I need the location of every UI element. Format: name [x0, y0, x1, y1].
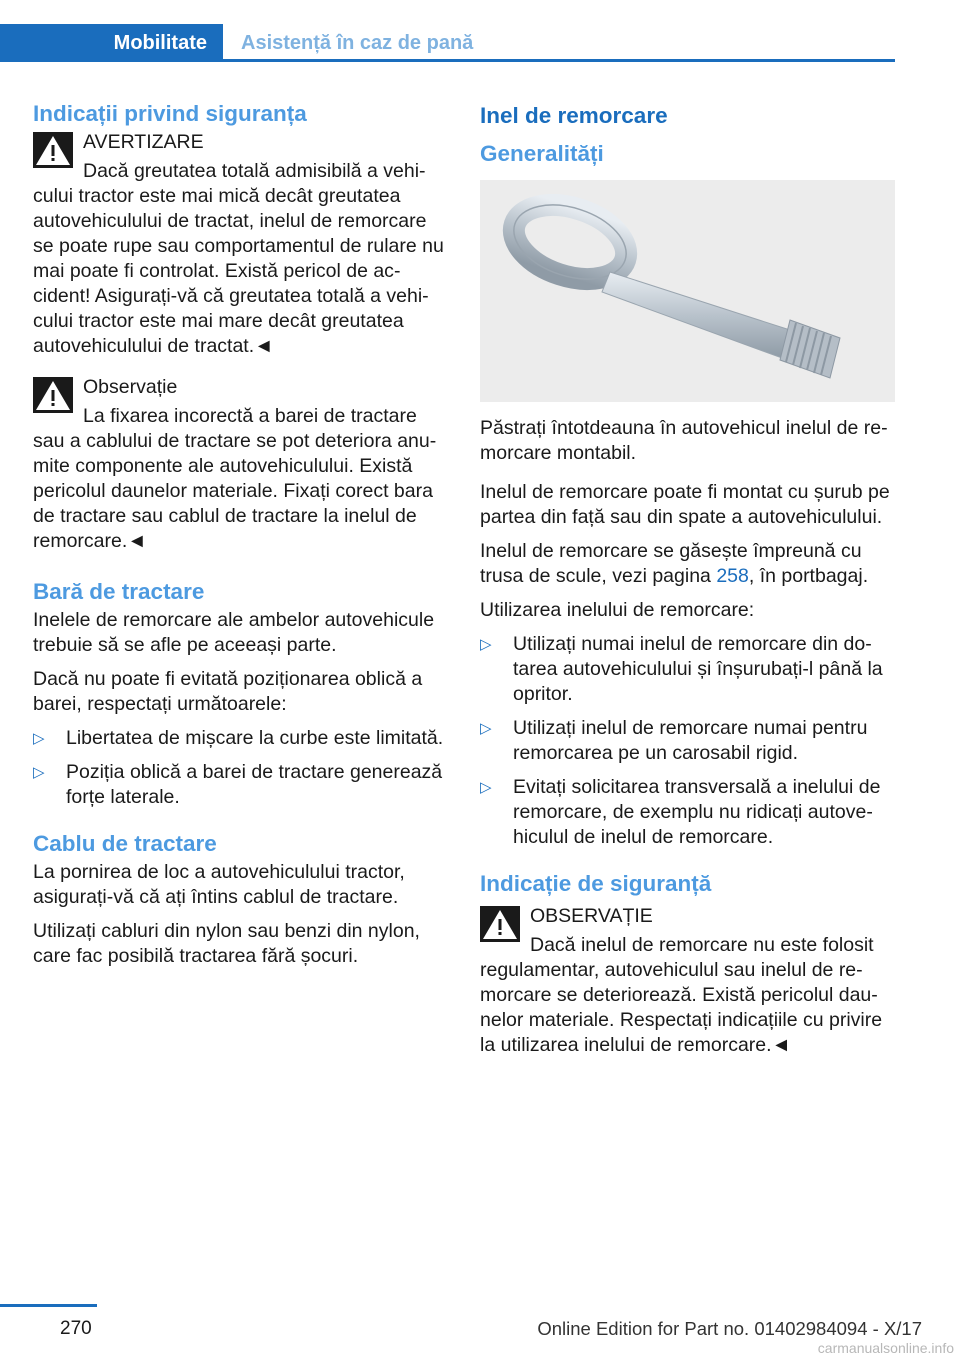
- warning-block-1: [33, 130, 448, 359]
- warning-header-1: [33, 130, 448, 180]
- warning-triangle-icon: [480, 906, 520, 942]
- page-header: [0, 24, 895, 62]
- warning-triangle-icon: [33, 132, 73, 168]
- towing-eye-usage-list: [480, 632, 895, 850]
- towing-eye-heading: Inel de remorcare: [480, 103, 668, 128]
- warning-header-2: [33, 375, 448, 425]
- tow-bar-paragraph-2: Dacă nu poate fi evitată poziționarea oblică a barei, respectați următoarele:: [33, 668, 423, 715]
- triangle-bullet-icon: ▷: [480, 636, 492, 653]
- triangle-bullet-icon: ▷: [480, 779, 492, 796]
- towing-eye-paragraph-2: Inelul de remorcare poate fi montat cu șurub pe partea din față sau din spate a autovehiculului.: [480, 481, 890, 528]
- list-item: [33, 726, 448, 751]
- footer-rule: [0, 1304, 97, 1307]
- warning-block-3: [480, 904, 895, 1058]
- list-item-text: Utilizați numai inelul de remorcare din dotarea autovehiculului și înșurubați-l până la opritor.: [513, 633, 883, 705]
- warning-block-2: [33, 375, 448, 554]
- left-column: [33, 100, 448, 978]
- general-info-heading: Generalități: [480, 141, 604, 166]
- triangle-bullet-icon: ▷: [33, 764, 45, 781]
- towing-eye-illustration: [480, 180, 895, 402]
- header-rule: [0, 59, 895, 62]
- warning-label-1: AVERTIZARE: [83, 131, 204, 153]
- warning-label-3: OBSERVAȚIE: [530, 905, 653, 927]
- section-tab-mobilitate[interactable]: Mobilitate: [0, 24, 223, 62]
- watermark: carmanualsonline.info: [817, 1340, 954, 1356]
- warning-label-2: Observație: [83, 376, 178, 398]
- triangle-bullet-icon: ▷: [33, 730, 45, 747]
- towing-eye-paragraph-3: [480, 539, 895, 589]
- towing-eye-image: [480, 180, 895, 402]
- safety-notes-heading: Indicații privind siguranța: [33, 101, 307, 126]
- list-item-text: Utilizați inelul de remorcare numai pentru remorcarea pe un carosabil rigid.: [513, 717, 868, 764]
- paragraph-text: , în portbagaj.: [748, 565, 869, 587]
- list-item: [480, 716, 895, 766]
- tow-bar-paragraph-1: Inelele de remorcare ale ambelor autovehicule trebuie să se afle pe aceeași parte.: [33, 609, 435, 656]
- towing-eye-usage-intro: Utilizarea inelului de remorcare:: [480, 599, 755, 621]
- list-item-text: Poziția oblică a barei de tractare generează forțe laterale.: [66, 761, 443, 808]
- warning-triangle-icon: [33, 377, 73, 413]
- warning-text-1: Dacă greutatea totală admisibilă a vehicului tractor este mai mică decât greutatea autovehiculului de tractat, inelul de remorcare se poate rupe sau comportamentul de rulare nu mai poate fi controlat. Există pericol de accident! Asigurați-vă că greutatea totală a vehicului tractor este mai mare decât greutatea autovehiculului de tractat.◄: [33, 160, 444, 357]
- list-item: [33, 760, 448, 810]
- list-item: [480, 775, 895, 850]
- page-number: 270: [60, 1318, 92, 1339]
- warning-text-2: La fixarea incorectă a barei de tractare sau a cablului de tractare se pot deteriora anumite componente ale autovehiculului. Există pericolul daunelor materiale. Fixați corect bara de tractare sau cablul de tractare la inelul de remorcare.◄: [33, 405, 437, 552]
- section-tab-asistenta[interactable]: Asistență în caz de pană: [241, 32, 474, 54]
- right-column: [480, 100, 895, 1074]
- triangle-bullet-icon: ▷: [480, 720, 492, 737]
- paragraph-text: Inelul de remorcare se găsește împreună cu trusa de scule, vezi pagina: [480, 540, 862, 587]
- tow-bar-heading: Bară de tractare: [33, 579, 205, 604]
- edition-info: Online Edition for Part no. 01402984094 - X/17: [537, 1318, 922, 1339]
- tow-cable-heading: Cablu de tractare: [33, 831, 217, 856]
- warning-header-3: [480, 904, 895, 954]
- page-reference-link[interactable]: 258: [716, 565, 749, 587]
- towing-eye-paragraph-1: Păstrați întotdeauna în autovehicul inelul de remorcare montabil.: [480, 417, 888, 464]
- tow-cable-paragraph-1: La pornirea de loc a autovehiculului tractor, asigurați-vă că ați întins cablul de tractare.: [33, 861, 405, 908]
- list-item-text: Evitați solicitarea transversală a inelului de remorcare, de exemplu nu ridicați autovehiculul de inelul de remorcare.: [513, 776, 881, 848]
- warning-text-3: Dacă inelul de remorcare nu este folosit regulamentar, autovehiculul sau inelul de remorcare se deteriorează. Există pericolul daunelor materiale. Respectați indicațiile cu privire la utilizarea inelului de remorcare.◄: [480, 934, 883, 1056]
- tow-cable-paragraph-2: Utilizați cabluri din nylon sau benzi din nylon, care fac posibilă tractarea fără șocuri.: [33, 920, 420, 967]
- list-item-text: Libertatea de mișcare la curbe este limitată.: [66, 727, 444, 749]
- safety-note-heading: Indicație de siguranță: [480, 871, 712, 896]
- tow-bar-list: [33, 726, 448, 810]
- list-item: [480, 632, 895, 707]
